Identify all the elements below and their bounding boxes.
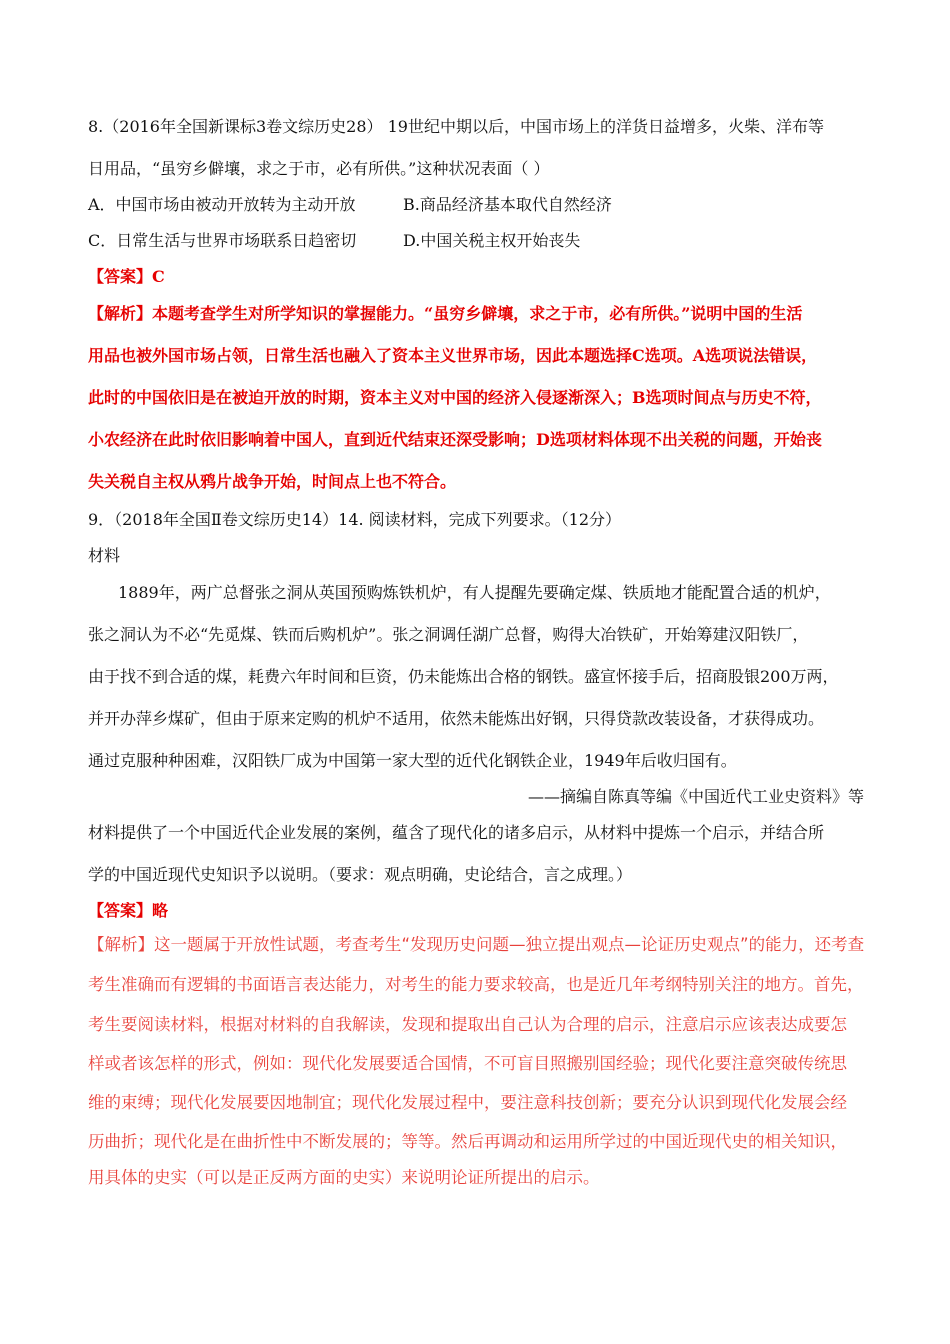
q9-material-line: 1889年，两广总督张之洞从英国预购炼铁机炉，有人提醒先要确定煤、铁质地才能配置合适的机炉，: [118, 583, 831, 602]
q8-stem-line1: 8.（2016年全国新课标3卷文综历史28） 19世纪中期以后，中国市场上的洋货日益增多，火柴、洋布等: [88, 117, 824, 136]
q8-analysis-line: 小农经济在此时依旧影响着中国人，直到近代结束还深受影响；D选项材料体现不出关税的问题，开始丧: [88, 430, 822, 449]
q9-analysis-line: 维的束缚；现代化发展要因地制宜；现代化发展过程中，要注意科技创新；要充分认识到现代化发展会经: [88, 1093, 847, 1112]
q9-requirement-line: 材料提供了一个中国近代企业发展的案例，蕴含了现代化的诸多启示，从材料中提炼一个启示，并结合所: [88, 823, 825, 842]
q8-analysis-line: 【解析】本题考查学生对所学知识的掌握能力。“虽穷乡僻壤，求之于市，必有所供。”说明中国的生活: [88, 304, 803, 323]
q9-stem: 9．（2018年全国Ⅱ卷文综历史14）14. 阅读材料，完成下列要求。（12分）: [88, 510, 622, 529]
q8-analysis-line: 用品也被外国市场占领，日常生活也融入了资本主义世界市场，因此本题选择C选项。A选项说法错误，: [88, 346, 818, 365]
q8-option-d: D.中国关税主权开始丧失: [403, 231, 581, 250]
q9-answer: 【答案】略: [88, 901, 169, 920]
q9-analysis-line: 用具体的史实（可以是正反两方面的史实）来说明论证所提出的启示。: [88, 1168, 600, 1187]
q9-analysis-line: 考生准确而有逻辑的书面语言表达能力，对考生的能力要求较高，也是近几年考纲特别关注的地方。首先，: [88, 975, 864, 994]
q9-material-line: 通过克服种种困难，汉阳铁厂成为中国第一家大型的近代化钢铁企业，1949年后收归国有。: [88, 751, 737, 770]
q8-option-b: B.商品经济基本取代自然经济: [403, 195, 612, 214]
q8-option-c: C．日常生活与世界市场联系日趋密切: [88, 231, 357, 250]
q8-answer: 【答案】C: [88, 267, 165, 286]
q9-analysis-line: 考生要阅读材料，根据对材料的自我解读，发现和提取出自己认为合理的启示，注意启示应该表达成要怎: [88, 1015, 847, 1034]
q9-analysis-line: 样或者该怎样的形式，例如：现代化发展要适合国情，不可盲目照搬别国经验；现代化要注意突破传统思: [88, 1054, 847, 1073]
q9-material-line: 由于找不到合适的煤，耗费六年时间和巨资，仍未能炼出合格的钢铁。盛宣怀接手后，招商股银200万两，: [88, 667, 839, 686]
q9-analysis-line: 历曲折；现代化是在曲折性中不断发展的；等等。然后再调动和运用所学过的中国近现代史的相关知识，: [88, 1132, 847, 1151]
q9-material-line: 并开办萍乡煤矿，但由于原来定购的机炉不适用，依然未能炼出好钢，只得贷款改装设备，才获得成功。: [88, 709, 825, 728]
q8-option-a: A．中国市场由被动开放转为主动开放: [88, 195, 356, 214]
q8-analysis-line: 此时的中国依旧是在被迫开放的时期，资本主义对中国的经济入侵逐渐深入；B选项时间点与历史不符，: [88, 388, 822, 407]
q9-source: ——摘编自陈真等编《中国近代工业史资料》等: [527, 787, 864, 806]
q8-analysis-line: 失关税自主权从鸦片战争开始，时间点上也不符合。: [88, 472, 457, 491]
q8-stem-line2: 日用品，“虽穷乡僻壤，求之于市，必有所供。”这种状况表面（ ）: [88, 159, 550, 178]
q9-analysis-line: 【解析】这一题属于开放性试题，考查考生“发现历史问题—独立提出观点—论证历史观点”的能力，还考查: [88, 935, 865, 954]
q9-material-label: 材料: [88, 546, 121, 565]
q9-requirement-line: 学的中国近现代史知识予以说明。（要求：观点明确，史论结合，言之成理。）: [88, 865, 633, 884]
q9-material-line: 张之洞认为不必“先觅煤、铁而后购机炉”。张之洞调任湖广总督，购得大冶铁矿，开始筹建汉阳铁厂，: [88, 625, 809, 644]
